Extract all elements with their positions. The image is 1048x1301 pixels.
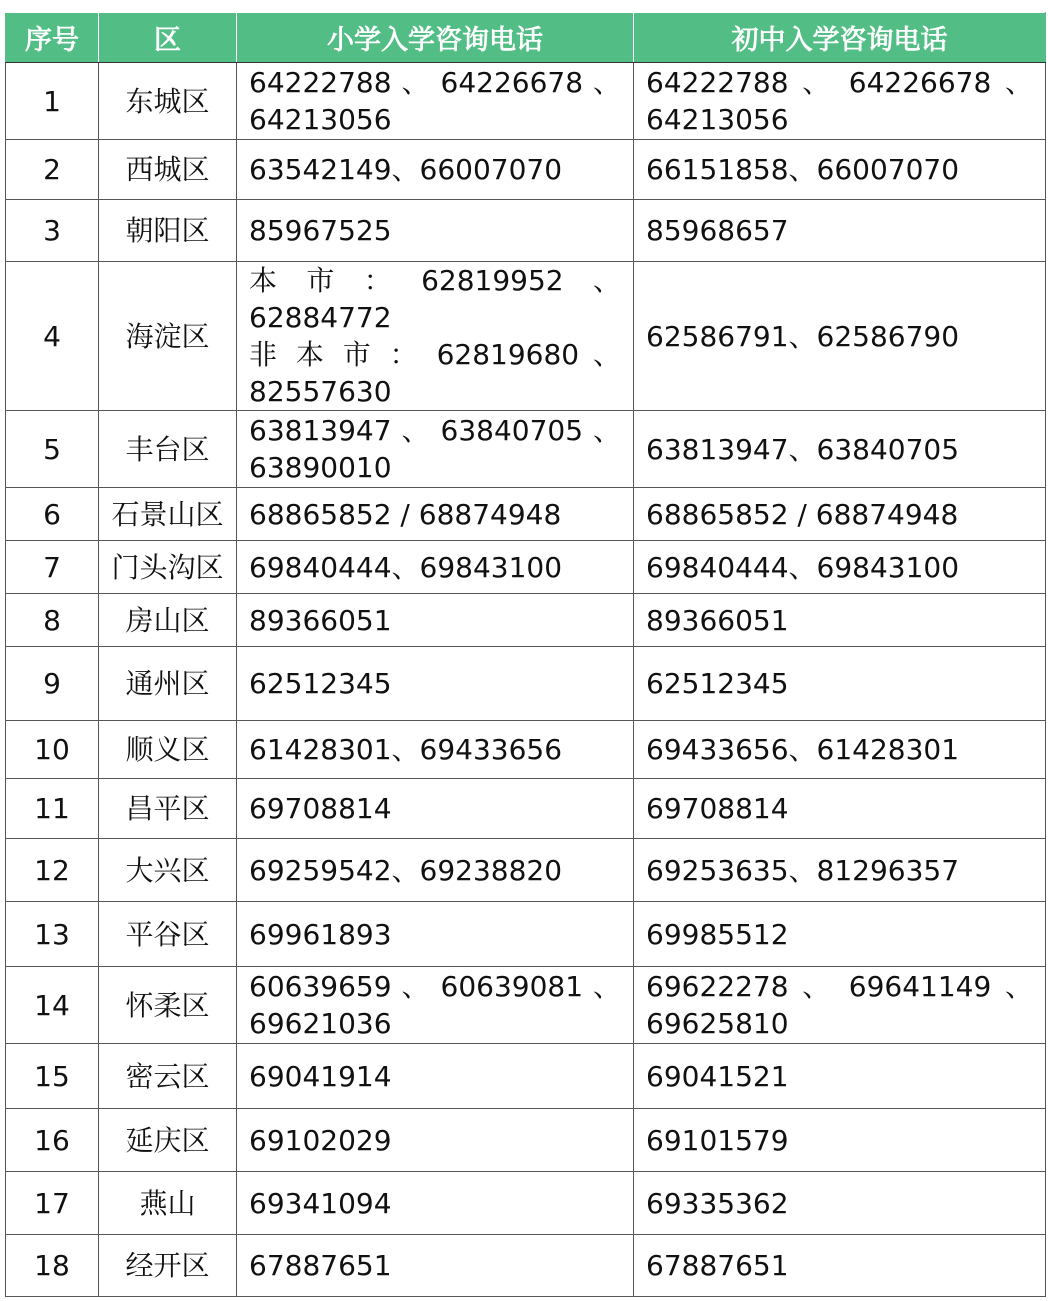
district-name: 朝阳区 xyxy=(99,200,237,262)
middle-phone-line: 64213056 xyxy=(646,103,789,136)
middle-phone-cell xyxy=(634,594,1046,647)
middle-phone-line: 69253635、81296357 xyxy=(646,853,960,887)
primary-phone-cell xyxy=(237,1044,634,1109)
middle-phone-cell xyxy=(634,262,1046,411)
primary-phone-line: 67887651 xyxy=(249,1249,392,1282)
middle-phone-cell xyxy=(634,647,1046,721)
middle-phone-cell xyxy=(634,779,1046,839)
primary-phone-cell xyxy=(237,63,634,140)
primary-phone-line: 69708814 xyxy=(249,792,392,825)
table-row xyxy=(6,488,1046,541)
primary-phone-line: 60639659 、 60639081 、 xyxy=(249,970,621,1003)
table-body xyxy=(6,63,1046,1297)
row-number: 8 xyxy=(6,594,99,647)
primary-phone-cell xyxy=(237,140,634,200)
middle-phone-cell xyxy=(634,902,1046,967)
row-number: 15 xyxy=(6,1044,99,1109)
district-name: 经开区 xyxy=(99,1235,237,1297)
middle-phone-line: 64222788 、 64226678 、 xyxy=(646,66,1033,99)
district-name: 顺义区 xyxy=(99,721,237,779)
primary-phone-line: 63813947 、 63840705 、 xyxy=(249,414,621,447)
middle-phone-cell xyxy=(634,541,1046,594)
middle-phone-line: 89366051 xyxy=(646,603,789,637)
primary-phone-line: 82557630 xyxy=(249,375,392,408)
middle-phone-line: 69433656、61428301 xyxy=(646,733,960,766)
primary-phone-line: 非 本 市 ： 62819680 、 xyxy=(249,338,621,371)
header-number: 序号 xyxy=(6,13,99,63)
middle-phone-line: 68865852 / 68874948 xyxy=(646,497,959,531)
primary-phone-cell xyxy=(237,967,634,1044)
primary-phone-cell xyxy=(237,902,634,967)
primary-phone-cell xyxy=(237,594,634,647)
row-number: 9 xyxy=(6,647,99,721)
row-number: 11 xyxy=(6,779,99,839)
district-name: 石景山区 xyxy=(99,488,237,541)
primary-phone-line: 63542149、66007070 xyxy=(249,153,563,186)
row-number: 1 xyxy=(6,63,99,140)
row-number: 12 xyxy=(6,839,99,902)
district-name: 房山区 xyxy=(99,594,237,647)
table-row xyxy=(6,1235,1046,1297)
table-row xyxy=(6,1109,1046,1172)
row-number: 10 xyxy=(6,721,99,779)
district-name: 大兴区 xyxy=(99,839,237,902)
primary-phone-cell xyxy=(237,779,634,839)
district-name: 密云区 xyxy=(99,1044,237,1109)
district-name: 门头沟区 xyxy=(99,541,237,594)
table-row xyxy=(6,1172,1046,1235)
primary-phone-line: 63890010 xyxy=(249,451,392,484)
row-number: 5 xyxy=(6,411,99,488)
row-number: 17 xyxy=(6,1172,99,1235)
table-row xyxy=(6,541,1046,594)
header-district: 区 xyxy=(99,13,237,63)
header-primary-phone: 小学入学咨询电话 xyxy=(237,13,634,63)
table-row xyxy=(6,594,1046,647)
middle-phone-line: 69101579 xyxy=(646,1123,789,1157)
district-name: 平谷区 xyxy=(99,902,237,967)
district-name: 通州区 xyxy=(99,647,237,721)
table-row xyxy=(6,902,1046,967)
header-row xyxy=(6,13,1046,63)
table-row xyxy=(6,967,1046,1044)
table-row xyxy=(6,200,1046,262)
row-number: 14 xyxy=(6,967,99,1044)
primary-phone-cell xyxy=(237,647,634,721)
district-name: 昌平区 xyxy=(99,779,237,839)
district-name: 怀柔区 xyxy=(99,967,237,1044)
middle-phone-line: 69985512 xyxy=(646,917,789,951)
primary-phone-cell xyxy=(237,411,634,488)
district-name: 东城区 xyxy=(99,63,237,140)
table-row xyxy=(6,721,1046,779)
row-number: 16 xyxy=(6,1109,99,1172)
middle-phone-cell xyxy=(634,721,1046,779)
table-row xyxy=(6,779,1046,839)
primary-phone-line: 69259542、69238820 xyxy=(249,853,563,887)
primary-phone-line: 69961893 xyxy=(249,917,392,951)
primary-phone-line: 68865852 / 68874948 xyxy=(249,497,562,531)
primary-phone-line: 61428301、69433656 xyxy=(249,733,563,766)
primary-phone-line: 69341094 xyxy=(249,1186,392,1220)
primary-phone-cell xyxy=(237,839,634,902)
row-number: 2 xyxy=(6,140,99,200)
primary-phone-cell xyxy=(237,1109,634,1172)
row-number: 7 xyxy=(6,541,99,594)
middle-phone-line: 66151858、66007070 xyxy=(646,153,960,186)
district-name: 延庆区 xyxy=(99,1109,237,1172)
middle-phone-line: 85968657 xyxy=(646,214,789,247)
table-row xyxy=(6,1044,1046,1109)
middle-phone-line: 69708814 xyxy=(646,792,789,825)
primary-phone-line: 本市：62819952、62884772 xyxy=(249,264,621,334)
middle-phone-cell xyxy=(634,1235,1046,1297)
middle-phone-line: 62512345 xyxy=(646,667,789,700)
primary-phone-cell xyxy=(237,488,634,541)
middle-phone-cell xyxy=(634,200,1046,262)
primary-phone-cell xyxy=(237,1235,634,1297)
middle-phone-cell xyxy=(634,140,1046,200)
row-number: 4 xyxy=(6,262,99,411)
middle-phone-line: 69041521 xyxy=(646,1059,789,1093)
primary-phone-cell xyxy=(237,1172,634,1235)
table-row xyxy=(6,647,1046,721)
middle-phone-line: 69622278 、 69641149 、 xyxy=(646,970,1033,1003)
middle-phone-cell xyxy=(634,411,1046,488)
primary-phone-line: 85967525 xyxy=(249,214,392,247)
middle-phone-line: 69625810 xyxy=(646,1007,789,1040)
middle-phone-line: 63813947、63840705 xyxy=(646,432,960,466)
enrollment-phone-table xyxy=(5,12,1046,1297)
primary-phone-line: 64222788 、 64226678 、 xyxy=(249,66,621,99)
primary-phone-cell xyxy=(237,541,634,594)
primary-phone-cell xyxy=(237,262,634,411)
middle-phone-cell xyxy=(634,63,1046,140)
row-number: 18 xyxy=(6,1235,99,1297)
row-number: 3 xyxy=(6,200,99,262)
district-name: 海淀区 xyxy=(99,262,237,411)
primary-phone-line: 69621036 xyxy=(249,1007,392,1040)
primary-phone-line: 69102029 xyxy=(249,1123,392,1157)
table-row xyxy=(6,262,1046,411)
primary-phone-line: 69840444、69843100 xyxy=(249,550,563,584)
primary-phone-line: 62512345 xyxy=(249,667,392,700)
middle-phone-line: 67887651 xyxy=(646,1249,789,1282)
middle-phone-cell xyxy=(634,967,1046,1044)
middle-phone-cell xyxy=(634,488,1046,541)
primary-phone-cell xyxy=(237,200,634,262)
row-number: 6 xyxy=(6,488,99,541)
table-row xyxy=(6,140,1046,200)
primary-phone-line: 89366051 xyxy=(249,603,392,637)
middle-phone-cell xyxy=(634,1172,1046,1235)
middle-phone-line: 69335362 xyxy=(646,1186,789,1220)
middle-phone-line: 62586791、62586790 xyxy=(646,319,960,353)
middle-phone-cell xyxy=(634,1044,1046,1109)
middle-phone-line: 69840444、69843100 xyxy=(646,550,960,584)
primary-phone-cell xyxy=(237,721,634,779)
primary-phone-line: 64213056 xyxy=(249,103,392,136)
middle-phone-cell xyxy=(634,1109,1046,1172)
table-row xyxy=(6,839,1046,902)
district-name: 西城区 xyxy=(99,140,237,200)
table-row xyxy=(6,411,1046,488)
row-number: 13 xyxy=(6,902,99,967)
district-name: 丰台区 xyxy=(99,411,237,488)
district-name: 燕山 xyxy=(99,1172,237,1235)
primary-phone-line: 69041914 xyxy=(249,1059,392,1093)
middle-phone-cell xyxy=(634,839,1046,902)
header-middle-phone: 初中入学咨询电话 xyxy=(634,13,1046,63)
table-row xyxy=(6,63,1046,140)
